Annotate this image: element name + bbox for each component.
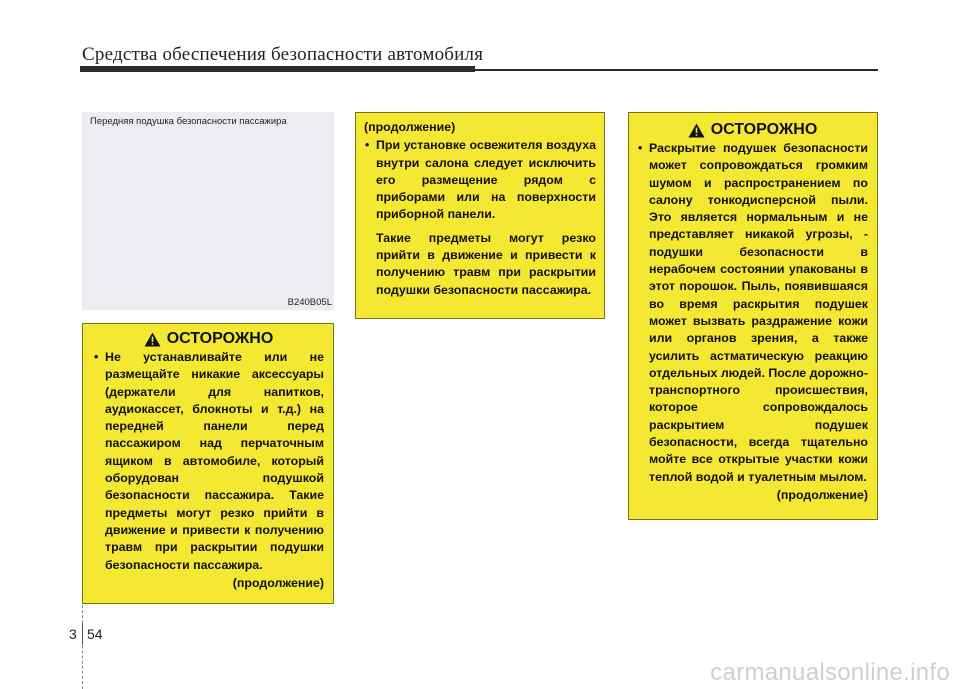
continued-label: (продолжение): [364, 120, 456, 134]
warning-item: • Раскрытие подушек безопасности может сопровождаться громким шумом и распространением по салону тонкодисперсной пыли. Это является нормальным и не представляет никакой угрозы, - подушки безопасности в нерабочем состоянии упакованы в этот порошок. Пыль, появившаяся во время раскрытия подушек может вызвать раздражение кожи или органов зрения, а также усилить астматическую реакцию отдельных людей. После дорожно-транспортного происшествия, которое сопровождалось раскрытием подушек безопасности, всегда тщательно мойте все открытые участки кожи теплой водой и туалетным мылом.: [637, 140, 868, 486]
continued-label: (продолжение): [776, 487, 868, 502]
warning-box-air-freshener: [355, 112, 605, 319]
page-number-divider: [82, 623, 83, 645]
warning-item: • При установке освежителя воздуха внутри салона следует исключить его размещение рядом с приборами или на поверхности приборной панели.: [364, 137, 596, 223]
continued-label: (продолжение): [232, 575, 324, 590]
warning-item: • Не устанавливайте или не размещайте никакие аксессуары (держатели для напитков, аудиокассет, блокноты и т.д.) на передней панели перед пассажиром над перчаточным ящиком в автомобиле, который оборудован подушкой безопасности пассажира. Такие предметы могут резко прийти в движение и привести к получению травм при раскрытии подушки безопасности пассажира.: [93, 349, 324, 574]
figure-code: B240B05L: [287, 297, 332, 308]
warning-header: [637, 121, 868, 139]
warning-header: [93, 330, 324, 348]
warning-title: ОСТОРОЖНО: [166, 330, 274, 347]
header-rule: [80, 66, 475, 72]
warning-list: [93, 349, 324, 574]
airbag-illustration: [82, 112, 334, 310]
section-number: 3: [69, 626, 77, 642]
warning-title: ОСТОРОЖНО: [710, 121, 818, 138]
warning-list: [637, 140, 868, 486]
warning-box-deployment-dust: [628, 112, 878, 520]
warning-triangle-icon: [688, 123, 705, 138]
page-margin-guide: [82, 605, 84, 689]
page-header-title: Средства обеспечения безопасности автомобиля: [82, 44, 484, 65]
figure-caption: Передняя подушка безопасности пассажира: [90, 116, 287, 127]
header-rule-thin: [475, 69, 878, 71]
page-number: 54: [87, 626, 103, 642]
watermark: carmanualsonline.info: [710, 659, 950, 686]
warning-paragraph: Такие предметы могут резко прийти в движение и привести к получению травм при раскрытии подушки безопасности пассажира.: [376, 230, 596, 297]
warning-triangle-icon: [144, 332, 161, 347]
warning-box-accessories: [82, 323, 334, 604]
warning-list: [364, 137, 596, 223]
